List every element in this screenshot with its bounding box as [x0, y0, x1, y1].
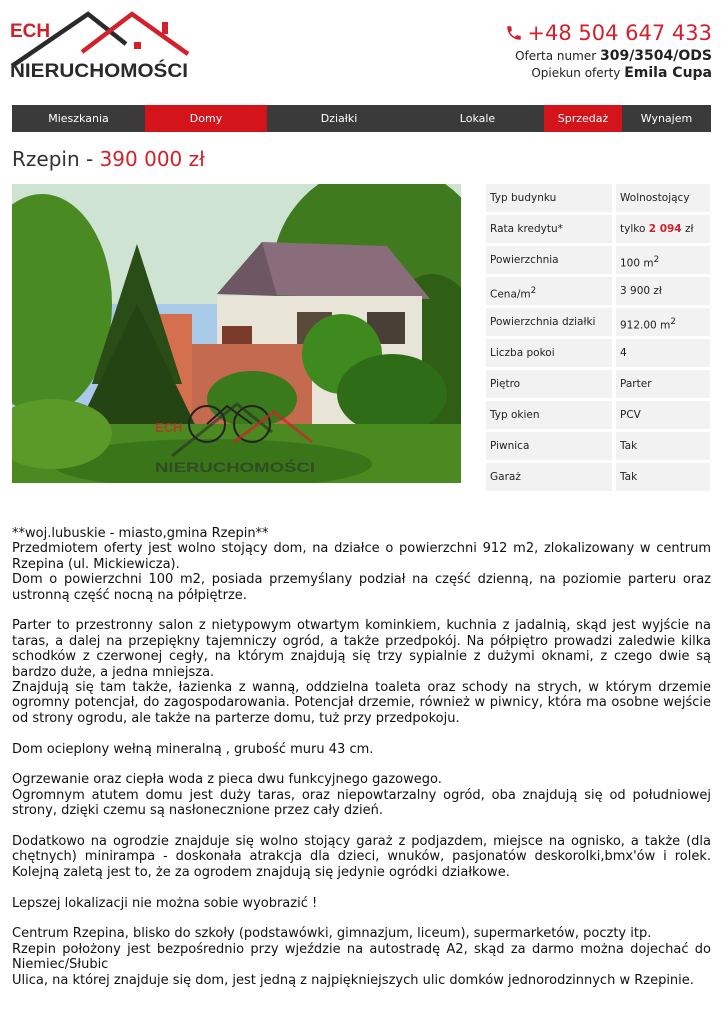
page-title — [12, 146, 205, 172]
loan-amount[interactable]: 2 094 — [648, 223, 682, 235]
spec-value — [616, 308, 710, 336]
spec-value: Wolnostojący — [616, 184, 710, 212]
offer-number: 309/3504/ODS — [599, 48, 712, 64]
nav-item-domy[interactable]: Domy — [145, 105, 267, 132]
spec-row-area — [486, 246, 710, 274]
loan-currency: zł — [684, 223, 694, 235]
logo-ech-text: ECH — [10, 21, 51, 42]
specs-table — [486, 184, 710, 494]
description-paragraph: Dom o powierzchni 100 m2, posiada przemyślany podział na część dzienną, na poziomie parteru oraz ustronną część nocną na półpiętrze. — [12, 572, 711, 603]
description-paragraph: Centrum Rzepina, blisko do szkoły (podstawówki, gimnazjum, liceum), supermarketów, poczty itp. — [12, 926, 652, 942]
plot-area-sup: 2 — [670, 317, 676, 327]
spec-row-loan — [486, 215, 710, 243]
description-paragraph: Dodatkowo na ogrodzie znajduje się wolno stojący garaż z podjazdem, miejsce na ognisko, a także (dla chętnych) minirampa - doskonała atrakcja dla dzieci, wnuków, pasjonatów deskorolki,bmx'ów i rolek. Kolejną zaletą jest to, że za ogrodem znajdują się jedynie ogródki działkowe. — [12, 834, 711, 880]
spec-label: Piwnica — [486, 432, 612, 460]
description-paragraph: Przedmiotem oferty jest wolno stojący dom, na działce o powierzchni 912 m2, zlokalizowany w centrum Rzepina (ul. Mickiewicza). — [12, 541, 711, 572]
phone-number: +48 504 647 433 — [527, 21, 712, 45]
description-paragraph: Dom ocieplony wełną mineralną , grubość muru 43 cm. — [12, 741, 374, 757]
spec-label — [486, 277, 612, 305]
listing-price: 390 000 zł — [99, 147, 205, 171]
spec-row-basement — [486, 432, 710, 460]
listing-description — [12, 526, 711, 988]
title-separator: - — [79, 147, 100, 171]
spec-row-floor — [486, 370, 710, 398]
watermark-ech: ECH — [155, 420, 183, 435]
spec-label: Rata kredytu* — [486, 215, 612, 243]
phone-link[interactable] — [505, 20, 712, 48]
description-paragraph: Parter to przestronny salon z nietypowym otwartym kominkiem, kuchnia z jadalnią, skąd jest wyjście na taras, a dalej na przepiękny tajemniczy ogród, a także przedpokój. Na półpiętro prowadzi zaledwie kilka schodków z czerwonej cegły, na którym znajdują się trzy sypialnie z dużymi oknami, z czego dwie są bardzo duże, a jedna mniejsza. — [12, 618, 711, 680]
spec-label: Garaż — [486, 463, 612, 491]
spec-row-rooms — [486, 339, 710, 367]
spec-row-building-type — [486, 184, 710, 212]
spec-label: Liczba pokoi — [486, 339, 612, 367]
spec-value — [616, 215, 710, 243]
price-per-m2-sup: 2 — [530, 286, 537, 296]
nav-item-lokale[interactable]: Lokale — [459, 112, 496, 125]
area-unit-sup: 2 — [653, 255, 660, 265]
main-nav — [12, 105, 711, 132]
plot-area-value: 912.00 m — [620, 319, 671, 332]
spec-value: Tak — [616, 463, 710, 491]
spec-label: Typ okien — [486, 401, 612, 429]
spec-label: Powierzchnia działki — [486, 308, 612, 336]
description-paragraph: Rzepin położony jest bezpośrednio przy wjeździe na autostradę A2, skąd za darmo można dojechać do Niemiec/Słubic — [12, 941, 711, 973]
spec-row-garage — [486, 463, 710, 491]
spec-value: 3 900 zł — [616, 277, 710, 305]
area-value: 100 m — [620, 257, 654, 270]
house-roof-icon — [10, 10, 190, 82]
agent-line — [505, 65, 712, 82]
contact-block — [505, 20, 712, 82]
description-paragraph: Ogromnym atutem domu jest duży taras, oraz niepowtarzalny ogród, oba znajdują się od południowej strony, dzięki czemu są nasłonecznione przez cały dzień. — [12, 787, 711, 819]
description-paragraph: Ulica, na której znajduje się dom, jest jedną z najpiękniejszych ulic domków jednorodzinnych w Rzepinie. — [12, 972, 694, 988]
nav-item-wynajem[interactable]: Wynajem — [640, 112, 693, 125]
spec-value — [616, 246, 710, 274]
spec-label: Powierzchnia — [486, 246, 612, 274]
agent-label: Opiekun oferty — [531, 66, 621, 80]
nav-item-sprzedaz[interactable]: Sprzedaż — [544, 105, 622, 132]
price-per-m2-label: Cena/m — [490, 288, 531, 301]
spec-value: Tak — [616, 432, 710, 460]
agent-name: Emila Cupa — [624, 65, 712, 81]
company-logo[interactable] — [10, 10, 190, 82]
description-paragraph: **woj.lubuskie - miasto,gmina Rzepin** — [12, 526, 269, 541]
description-paragraph: Ogrzewanie oraz ciepła woda z pieca dwu funkcyjnego gazowego. — [12, 772, 442, 788]
description-paragraph: Znajdują się tam także, łazienka z wanną, oddzielna toaleta oraz schody na strych, w którym drzemie ogromny potencjał, do zagospodarowania. Potencjał drzemie, również w piwnicy, która ma osobne wejście od strony ogrodu, ale także na parterze domu, tuż przy przedpokoju. — [12, 680, 711, 726]
nav-item-dzialki[interactable]: Działki — [320, 112, 358, 125]
spec-label: Piętro — [486, 370, 612, 398]
spec-value: PCV — [616, 401, 710, 429]
spec-row-windows — [486, 401, 710, 429]
offer-number-label: Oferta numer — [515, 49, 597, 63]
property-photo[interactable] — [12, 184, 461, 483]
spec-value: Parter — [616, 370, 710, 398]
description-paragraph: Lepszej lokalizacji nie można sobie wyobrazić ! — [12, 895, 318, 911]
spec-row-plot-area — [486, 308, 710, 336]
loan-prefix: tylko — [620, 223, 646, 235]
spec-label: Typ budynku — [486, 184, 612, 212]
nav-item-mieszkania[interactable]: Mieszkania — [48, 112, 109, 125]
offer-number-line — [505, 48, 712, 65]
logo-name-text: NIERUCHOMOŚCI — [10, 61, 174, 82]
phone-icon — [505, 22, 523, 48]
listing-city: Rzepin — [12, 147, 80, 171]
watermark-name: NIERUCHOMOŚCI — [155, 459, 276, 475]
spec-value: 4 — [616, 339, 710, 367]
spec-row-price-per-m2 — [486, 277, 710, 305]
